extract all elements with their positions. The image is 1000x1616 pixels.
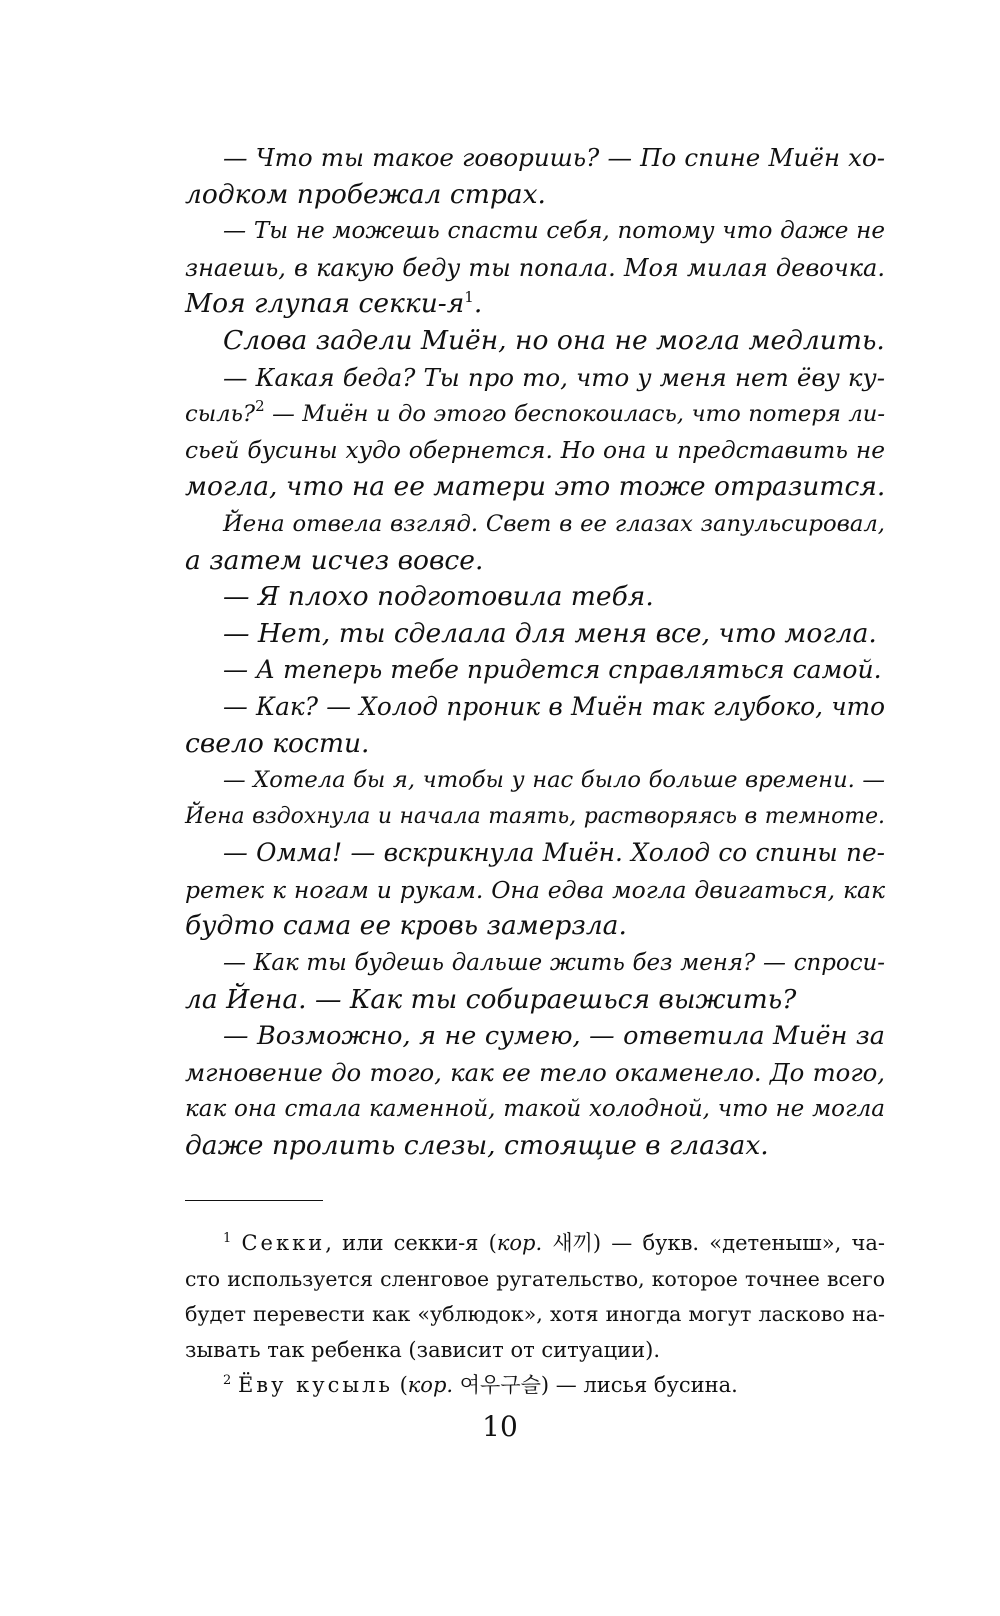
page-number: 10 xyxy=(482,1410,518,1443)
footnote-text: ) — букв. «детеныш», ча- xyxy=(592,1231,886,1255)
footnotes xyxy=(185,1226,885,1404)
text-line: — Хотела бы я, чтобы у нас было больше времени. — xyxy=(223,767,885,794)
text-fragment: Моя глупая секки-я xyxy=(185,288,465,320)
text-line: будто сама ее кровь замерзла. xyxy=(185,910,627,942)
text-line: Йена вздохнула и начала таять, растворяясь в темноте. xyxy=(185,803,885,829)
text-fragment: — Миён и до этого беспокоилась, что потеря ли- xyxy=(272,401,886,428)
footnote-line: зывать так ребенка (зависит от ситуации). xyxy=(185,1337,661,1362)
footnote-korean: 새끼 xyxy=(542,1231,593,1255)
footnote-text: ) — лисья бусина. xyxy=(540,1373,738,1397)
text-line: как она стала каменной, такой холодной, что не могла xyxy=(185,1096,885,1123)
text-line: ретек к ногам и рукам. Она едва могла двигаться, как xyxy=(185,875,885,904)
footnote-line: сто используется сленговое ругательство, которое точнее всего xyxy=(185,1266,885,1291)
text-line: свело кости. xyxy=(185,727,370,759)
footnote-text: ( xyxy=(392,1373,408,1397)
text-line: даже пролить слезы, стоящие в глазах. xyxy=(185,1130,769,1162)
footnote-2 xyxy=(185,1368,885,1404)
text-line: — Что ты такое говоришь? — По спине Миён хо- xyxy=(223,143,885,172)
text-line xyxy=(185,286,885,323)
footnote-line: будет перевести как «ублюдок», хотя иногда могут ласково на- xyxy=(185,1302,885,1326)
text-line: могла, что на ее матери это тоже отразится. xyxy=(185,471,886,503)
text-line: Слова задели Миён, но она не могла медлить. xyxy=(223,324,885,356)
text-line: ла Йена. — Как ты собираешься выжить? xyxy=(185,983,797,1015)
text-line: лодком пробежал страх. xyxy=(185,178,546,210)
text-line: а затем исчез вовсе. xyxy=(185,544,484,576)
footnote-abbr: кор. xyxy=(496,1231,543,1255)
text-line: — Я плохо подготовила тебя. xyxy=(223,581,654,613)
main-text xyxy=(185,140,885,1165)
footnote-text: , или секки-я ( xyxy=(325,1231,497,1255)
text-line: — Ты не можешь спасти себя, потому что даже не xyxy=(223,218,885,245)
footnote-1 xyxy=(185,1226,885,1262)
footnote-ref-2: 2 xyxy=(255,397,265,416)
text-line: — Возможно, я не сумею, — ответила Миён за xyxy=(223,1021,885,1052)
footnote-number: 1 xyxy=(223,1231,232,1246)
footnote-term: Ёву кусыль xyxy=(237,1373,393,1397)
text-line: — Омма! — вскрикнула Миён. Холод со спины пе- xyxy=(223,838,885,868)
text-line: сьей бусины худо обернется. Но она и представить не xyxy=(185,436,885,464)
text-fragment: . xyxy=(473,288,483,320)
text-line: — Как ты будешь дальше жить без меня? — спроси- xyxy=(223,950,885,977)
footnote-term: Секки xyxy=(241,1231,326,1255)
text-line: — А теперь тебе придется справляться самой. xyxy=(223,655,882,685)
text-line: знаешь, в какую беду ты попала. Моя милая девочка. xyxy=(185,253,885,282)
text-line: — Какая беда? Ты про то, что у меня нет ёву ку- xyxy=(223,362,885,392)
text-line: мгновение до того, как ее тело окаменело. До того, xyxy=(185,1057,885,1087)
text-line xyxy=(185,396,885,433)
footnote-abbr: кор. xyxy=(407,1373,454,1397)
footnote-number: 2 xyxy=(223,1373,232,1388)
text-line: — Нет, ты сделала для меня все, что могла. xyxy=(223,617,877,649)
text-line: Йена отвела взгляд. Свет в ее глазах запульсировал, xyxy=(223,510,885,537)
footnote-korean: 여우구슬 xyxy=(453,1373,541,1397)
text-fragment: сыль? xyxy=(185,401,256,428)
text-line: — Как? — Холод проник в Миён так глубоко, что xyxy=(223,691,885,721)
footnote-ref-1: 1 xyxy=(464,288,474,307)
footnote-divider xyxy=(185,1200,323,1201)
